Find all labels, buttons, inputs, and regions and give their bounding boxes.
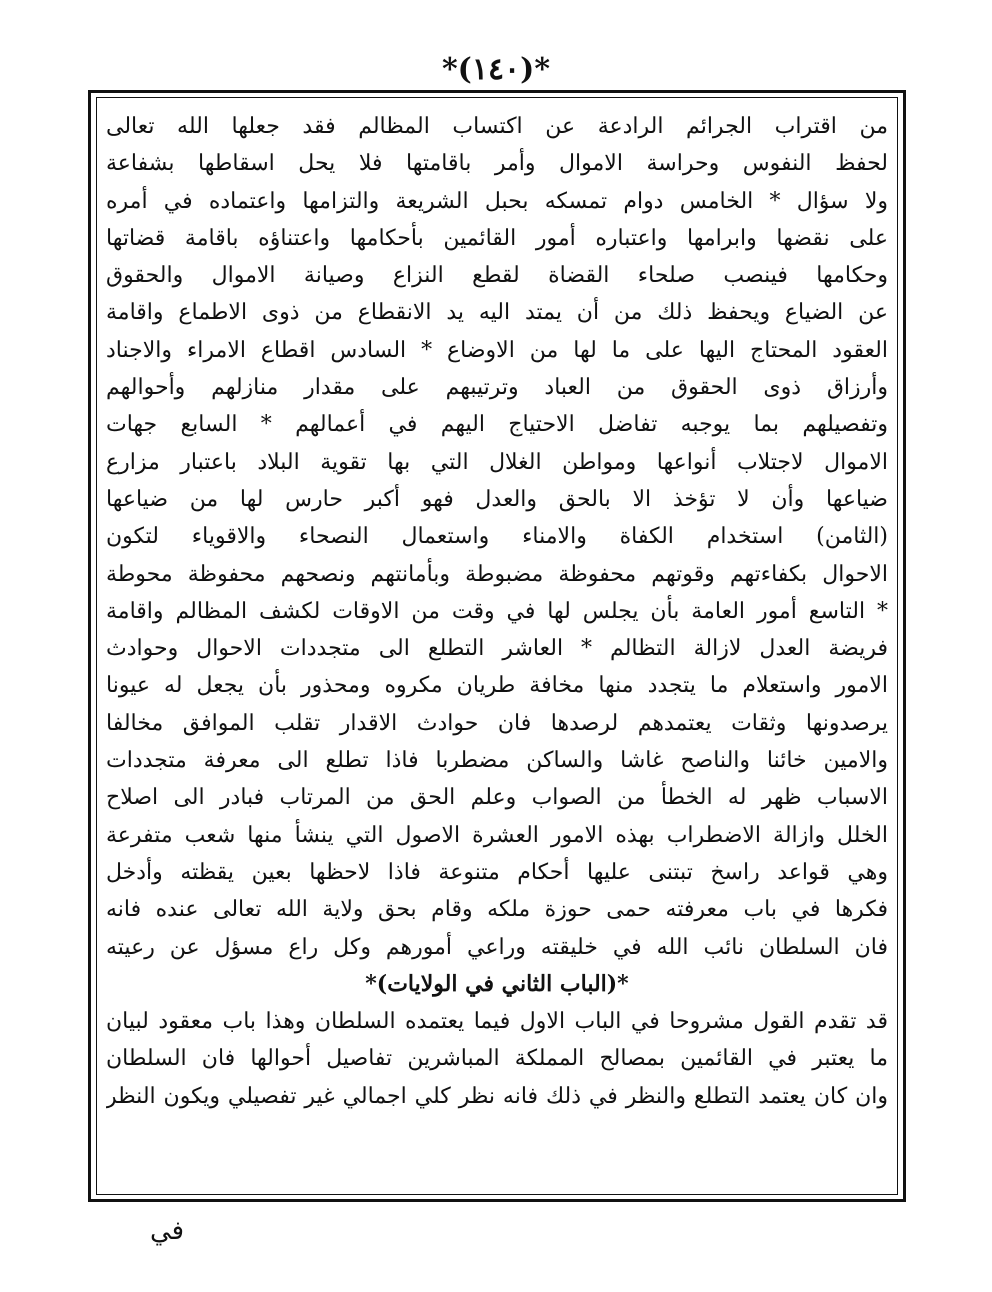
text-line: وحكامها فينصب صلحاء القضاة لقطع النزاع وصيانة الاموال والحقوق <box>106 263 888 289</box>
catchword: في <box>150 1216 185 1246</box>
chapter-heading: *(الباب الثاني في الولايات)* <box>365 970 629 997</box>
text-line: الاسباب ظهر له الخطأ من الصواب وعلم الحق من المرتاب فبادر الى اصلاح <box>106 785 888 811</box>
text-line: عن الضياع ويحفظ ذلك من أن يمتد اليه يد الانقطاع من ذوى الاطماع واقامة <box>106 300 888 326</box>
text-line: فريضة العدل لازالة التظالم * العاشر التطلع الى متجددات الاحوال وحوادث <box>106 636 888 662</box>
text-line: (الثامن) استخدام الكفاة والامناء واستعمال النصحاء والاقوياء لتكون <box>106 524 888 550</box>
text-line: وهي قواعد راسخ تبتنى عليها أحكام متنوعة فاذا لاحظها بعين يقظته وأدخل <box>106 859 888 885</box>
text-line: الامور واستعلام ما يتجدد منها مخافة طريان مكروه ومحذور بأن يجعل له عيونا <box>106 673 888 699</box>
text-line: الاحوال بكفاءتهم وقوتهم محفوظة مضبوطة وبأمانتهم ونصحهم محفوظة محوطة <box>106 561 888 587</box>
text-line: * التاسع أمور العامة بأن يجلس لها في وقت من الاوقات لكشف المظالم واقامة <box>106 598 888 624</box>
text-line: وتفصيلهم بما يوجبه تفاضل الاحتياج اليهم في أعمالهم * السابع جهات <box>106 412 888 438</box>
text-line: فان السلطان نائب الله في خليقته وراعي أمورهم وكل راع مسؤل عن رعيته <box>106 934 888 960</box>
main-text <box>106 108 888 1115</box>
text-line: وان كان يعتمد التطلع والنظر في ذلك فانه نظر كلي اجمالي غير تفصيلي ويكون النظر <box>106 1083 888 1109</box>
text-line: على نقضها وابرامها واعتباره أمور القائمين بأحكامها واعتناؤه باقامة قضاتها <box>106 225 888 251</box>
text-line: من اقتراب الجرائم الرادعة عن اكتساب المظالم فقد جعلها الله تعالى <box>106 114 888 139</box>
text-line: الخلل وازالة الاضطراب بهذه الامور العشرة الاصول التي ينشأ منها شعب متفرعة <box>106 822 888 848</box>
text-line: وأرزاق ذوى الحقوق من العباد وترتيبهم على مقدار منازلهم وأحوالهم <box>106 375 888 401</box>
text-line: يرصدونها وثقات يعتمدهم لرصدها فان حوادث الاقدار تقلب الموافق مخالفا <box>106 710 888 736</box>
text-line: قد تقدم القول مشروحا في الباب الاول فيما يعتمده السلطان وهذا باب معقود لبيان <box>106 1009 888 1035</box>
text-line: الاموال لاجتلاب أنواعها ومواطن الغلال التي بها تقوية البلاد باعتبار مزارع <box>106 449 888 475</box>
text-line: فكرها في باب معرفته حمى حوزة ملكه وقام بحق ولاية الله تعالى عنده فانه <box>106 897 888 923</box>
text-line: لحفظ النفوس وحراسة الاموال وأمر باقامتها فلا يحل اسقاطها بشفاعة <box>106 151 888 177</box>
page-number: *(١٤٠)* <box>441 52 551 87</box>
text-line: العقود المحتاج اليها على ما لها من الاوضاع * السادس اقطاع الامراء والاجناد <box>106 337 888 363</box>
text-line: ولا سؤال * الخامس دوام تمسكه بحبل الشريعة والتزامها واعتماده في أمره <box>106 188 888 214</box>
text-line: ضياعها وأن لا تؤخذ الا بالحق والعدل فهو أكبر حارس لها من ضياعها <box>106 486 888 512</box>
text-line: ما يعتبر في القائمين بمصالح المملكة المباشرين تفاصيل أحوالها فان السلطان <box>106 1046 888 1072</box>
text-line: والامين خائنا والناصح غاشا والساكن مضطربا فاذا تطلع الى معرفة متجددات <box>106 748 888 774</box>
